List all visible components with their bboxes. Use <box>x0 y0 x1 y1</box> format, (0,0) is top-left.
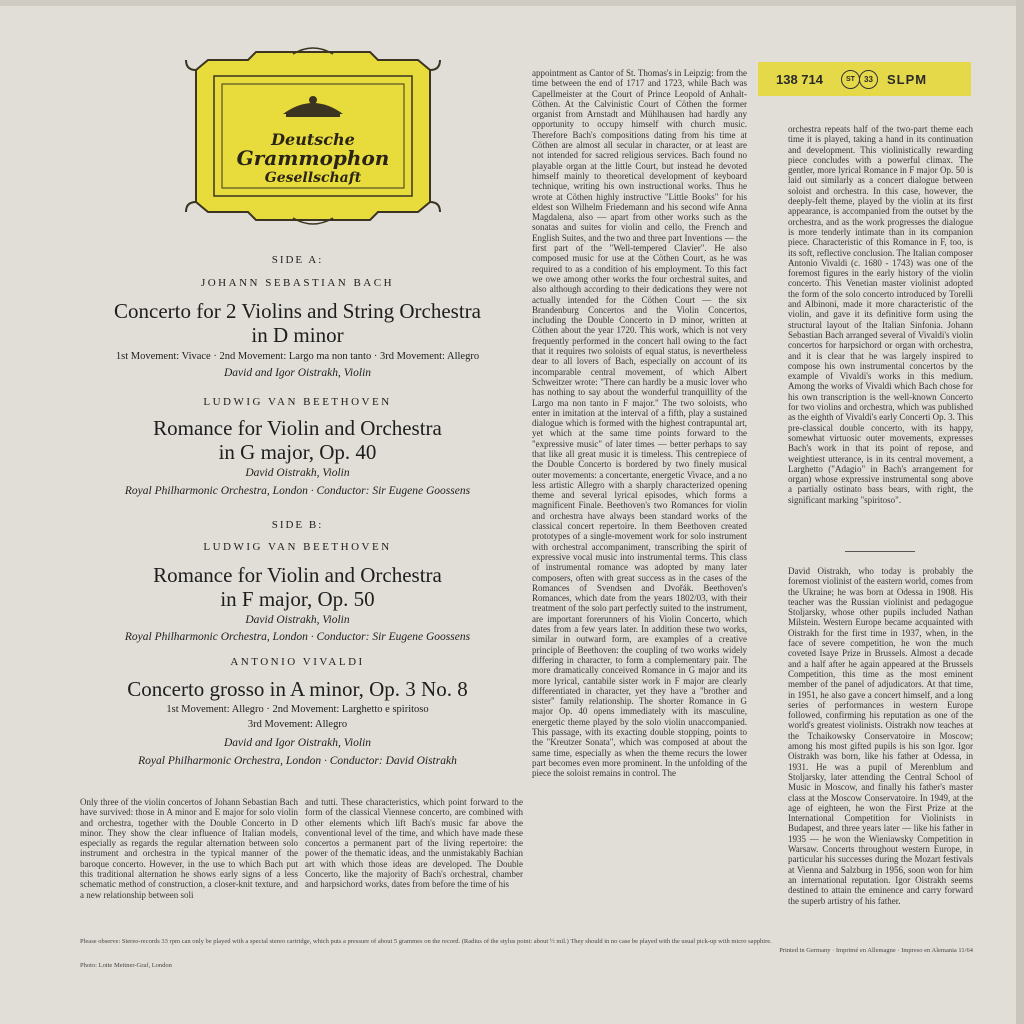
sleeve-top-edge <box>0 0 1024 6</box>
composer-bach: JOHANN SEBASTIAN BACH <box>200 277 395 289</box>
column-divider <box>845 551 915 552</box>
work1-title-line2: in D minor <box>251 323 344 347</box>
work3-title-line2: in F major, Op. 50 <box>220 587 375 611</box>
logo-text-gesellschaft: Gesellschaft <box>264 170 362 186</box>
sleeve-right-edge <box>1016 0 1024 1024</box>
series-code: SLPM <box>887 72 928 87</box>
liner-notes-col4 <box>788 124 973 549</box>
logo-text-deutsche: Deutsche <box>271 130 355 149</box>
liner-notes-col2-text: and tutti. These characteristics, which point forward to the form of the classical Viennese concerto, are combined with other elements which lift Bach's music far above the conventional level of the time, and which have made these concertos a permanent part of the living repertoire: the power of the thematic ideas, and the unmistakably Bachian art with which those ideas are developed. The Double Concerto, like the majority of Bach's orchestral, chamber and harpsichord works, dates from before the time of his <box>305 797 523 890</box>
work2-title-line2: in G major, Op. 40 <box>218 440 377 464</box>
work4-orchestra: Royal Philharmonic Orchestra, London · Conductor: David Oistrakh <box>138 755 457 767</box>
work4-soloists: David and Igor Oistrakh, Violin <box>223 737 372 749</box>
side-b-label: SIDE B: <box>271 519 324 531</box>
printed-in-germany: Printed in Germany · Imprimé en Allemagne · Impreso en Alemania 11/64 <box>779 947 973 954</box>
catalog-badge <box>758 62 971 96</box>
rpm-circle-icon: 33 <box>859 70 878 89</box>
work3-title <box>70 563 525 611</box>
side-a-label: SIDE A: <box>271 254 324 266</box>
liner-notes-col3 <box>532 68 747 918</box>
work4-movements-1: 1st Movement: Allegro · 2nd Movement: Larghetto e spiritoso <box>166 704 429 715</box>
dg-logo <box>178 42 448 230</box>
work2-title <box>70 416 525 464</box>
liner-notes-col2 <box>305 797 523 917</box>
work3-title-line1: Romance for Violin and Orchestra <box>153 563 442 587</box>
liner-notes-col5 <box>788 566 973 918</box>
photo-credit: Photo: Lotte Meitner-Graf, London <box>80 962 172 969</box>
composer-beethoven-b: LUDWIG VAN BEETHOVEN <box>203 541 392 553</box>
work4-movements-2: 3rd Movement: Allegro <box>247 719 348 730</box>
work1-performers: David and Igor Oistrakh, Violin <box>223 367 372 379</box>
liner-notes-col5-text: David Oistrakh, who today is probably the foremost violinist of the eastern world, comes from the Ukraine; he was born at Odessa in 1908. His teacher was the Russian violinist and pedagogue Stoljarsky, whose other pupils included Nathan Milstein. Western Europe became acquainted with Oistrakh for the first time in 1937, when, in the face of severe competition, he won the much coveted Isaye Prize in Brussels. Almost a decade and a half after he again appeared at the Brussels Competition, this time as the most eminent member of the panel of adjudicators. At that time, in 1951, he also gave a concert himself, and a long series of performances in western Europe followed, confirming his reputation as one of the world's greatest violinists. Oistrakh now teaches at the Tchaikowsky Conservatoire in Moscow; among his most gifted pupils is his son Igor. Igor Oistrakh was born, like his father at Odessa, in 1931. He was a pupil of Merenblum and Stoljarsky, later attending the Central School of Music in Moscow, and finally his father's master class at the Moscow Conservatoire. In 1949, at the age of eighteen, he won the First Prize at the International Competition for Violinists in Budapest, and three years later — like his father in 1935 — he won the Wieniawsky Competition in Warsaw. Concerts throughout western Europe, in particular his successes during the Mozart festivals at Vienna and Salzburg in 1956, soon won for him an international reputation. Igor Oistrakh seems destined to attain the eminence and carry forward the superb artistry of his father. <box>788 566 973 906</box>
stereo-note <box>80 937 973 955</box>
liner-notes-col3-text: appointment as Cantor of St. Thomas's in Leipzig: from the time between the end of 1717 and 1723, while Bach was Capellmeister at the Court of Prince Leopold of Anhalt-Cöthen. At the Calvinistic Court of Cöthen the former organist from Arnstadt and Mühlhausen had hardly any opportunity to occupy himself with church music. Therefore Bach's compositions dating from his time at Cöthen are almost all secular in character, or at least are not intended for sacred religious services. Bach found no playable organ at the little Court, but instead he devoted himself mainly to theoretical development of keyboard technique, writing his own instructional works. Thus he wrote at Cöthen highly instructive "Little Books" for his eldest son Wilhelm Friedemann and his second wife Anna Magdalena, also — apart from other works such as the sonatas and suites for violin and cello, the French and English Suites, and the two and three part Inventions — the first part of the "Well-tempered Clavier". He also composed music for use at the Cöthen Court, as he was required to as a condition of his employment. To this fact we owe among other works the four orchestral suites, and also although according to their dedications they were not actually intended for the Cöthen Court — the six Brandenburg Concertos and the Violin Concertos, including the Double Concerto in D minor, written at Cöthen about the year 1720. This work, which is not very frequently performed in the concert hall owing to the fact that it requires two soloists of equal status, is nevertheless dear to all lovers of Bach, especially on account of its incomparable central movement, of which Albert Schweitzer wrote: "There can hardly be a music lover who has nothing to say about the wonderful tranquillity of the Largo ma non tanto in F major." The two soloists, who enter in imitation at the interval of a fifth, play a sustained dialogue which is formed with the highest contrapuntal art, yet which at the same time points forward to the "expressive music" of later times — better perhaps to say that like all great music it is timeless. This centrepiece of the Double Concerto is bordered by two finely musical outer movements: a concertante, energetic Vivace, and a no less artistic Allegro with a sharply characterized opening theme and several lyrical episodes, which forms a magnificent Finale. Beethoven's two Romances for violin and orchestra have always been standard works of the classical concert repertoire. In them Beethoven created prototypes of a single-movement work for solo instrument with orchestral accompaniment, transcribing the spirit of expressive vocal music into instrumental terms. This class of instrumental romance was adopted by many later composers, often with great success as in the cases of the Romances of Svendsen and Dvořák. Beethoven's Romances, which date from the years 1802/03, with their treatment of the solo part perfectly suited to the instrument, are important forerunners of his Violin Concerto, which dates from a few years later. In addition these two works, similar in outward form, are examples of a creative principle of Beethoven: the coupling of two works widely differing in character, to form a complementary pair. The more dramatically conceived Romance in G major and its more lyrical, cantabile sister work in F major are clearly differentiated in character, yet they have a "brother and sister" family relationship. The shorter Romance in G major Op. 40 opens immediately with its masculine, energetic theme played by the solo violin unaccompanied. This passage, with its exacting double stopping, points to the "Kreutzer Sonata", which was composed at about the same time, especially as when the theme recurs the lower part becomes even more prominent. In the unfolding of the piece the soloist remains in control. The <box>532 68 747 779</box>
work1-title <box>70 299 525 347</box>
composer-beethoven-a: LUDWIG VAN BEETHOVEN <box>203 396 392 408</box>
liner-notes-col1-text: Only three of the violin concertos of Johann Sebastian Bach have survived: those in A minor and E major for solo violin and orchestra, together with the Double Concerto in D minor. They show the clear influence of Italian models, especially as regards the regular alternation between solo instrument and orchestra in the typical manner of the baroque concerto. However, in the use to which Bach put this traditional alternation he shows early signs of a less schematic method of construction, a closer-knit texture, and a new relationship between soli <box>80 797 298 900</box>
work3-soloist: David Oistrakh, Violin <box>245 614 350 626</box>
catalog-number: 138 714 <box>776 72 823 87</box>
work4-title: Concerto grosso in A minor, Op. 3 No. 8 <box>127 677 468 701</box>
stereo-note-text: Please observe: Stereo-records 33 rpm can only be played with a special stereo cartridge, which puts a pressure of about 5 grammes on the record. (Radius of the stylus point: about ½ mil.) They should in no case be played with the usual pick-up with micro sapphire. <box>80 938 772 945</box>
work2-soloist: David Oistrakh, Violin <box>245 467 350 479</box>
logo-text-grammophon: Grammophon <box>236 146 390 170</box>
liner-notes-col1 <box>80 797 298 917</box>
work1-title-line1: Concerto for 2 Violins and String Orchestra <box>114 299 481 323</box>
work2-title-line1: Romance for Violin and Orchestra <box>153 416 442 440</box>
work2-orchestra: Royal Philharmonic Orchestra, London · Conductor: Sir Eugene Goossens <box>124 485 471 497</box>
work1-movements: 1st Movement: Vivace · 2nd Movement: Largo ma non tanto · 3rd Movement: Allegro <box>115 351 480 362</box>
stereo-circle-icon: ST <box>841 70 860 89</box>
liner-notes-col4-text: orchestra repeats half of the two-part theme each time it is played, taking a hand in its continuation and development. This violinistically rewarding piece concludes with a powerful climax. The gentler, more lyrical Romance in F major Op. 50 is laid out similarly as a concert dialogue between soloist and orchestra. In this case, however, the deeply-felt theme, played by the violin at its first appearance, is accompanied from the outset by the orchestra, and as the work progresses the dialogue is more tenderly intimate than in its companion piece. Characteristic of this Romance in F, too, is its soft, reflective conclusion. The Italian composer Antonio Vivaldi (c. 1680 - 1743) was one of the foremost figures in the early history of the violin concerto. This Venetian master violinist adopted the form of the solo concerto introduced by Torelli and Albinoni, made it more characteristic of the violin, and gave it its definitive form using the structural layout of the Italian Sinfonia. Johann Sebastian Bach arranged several of Vivaldi's violin concertos for harpsichord or organ with orchestra, and it is clear that he was largely inspired to compose his own instrumental concertos by the example of Vivaldi's works in this medium. Among the works of Vivaldi which Bach chose for his own transcription is the well-known Concerto for two violins and orchestra, which was published as the eighth of Vivaldi's early Concerti Op. 3. This pre-classical double concerto, with its happy, somewhat virtuosic outer movements, expresses Bach's work in that its point of repose, and weightiest utterance, is in its central movement, a Larghetto ("Adagio" in Bach's arrangement for organ) whose expressive instrumental song above a partially ostinato bass bears, with right, the significant marking "spiritoso". <box>788 124 973 505</box>
composer-vivaldi: ANTONIO VIVALDI <box>230 656 365 668</box>
work3-orchestra: Royal Philharmonic Orchestra, London · Conductor: Sir Eugene Goossens <box>124 631 471 643</box>
